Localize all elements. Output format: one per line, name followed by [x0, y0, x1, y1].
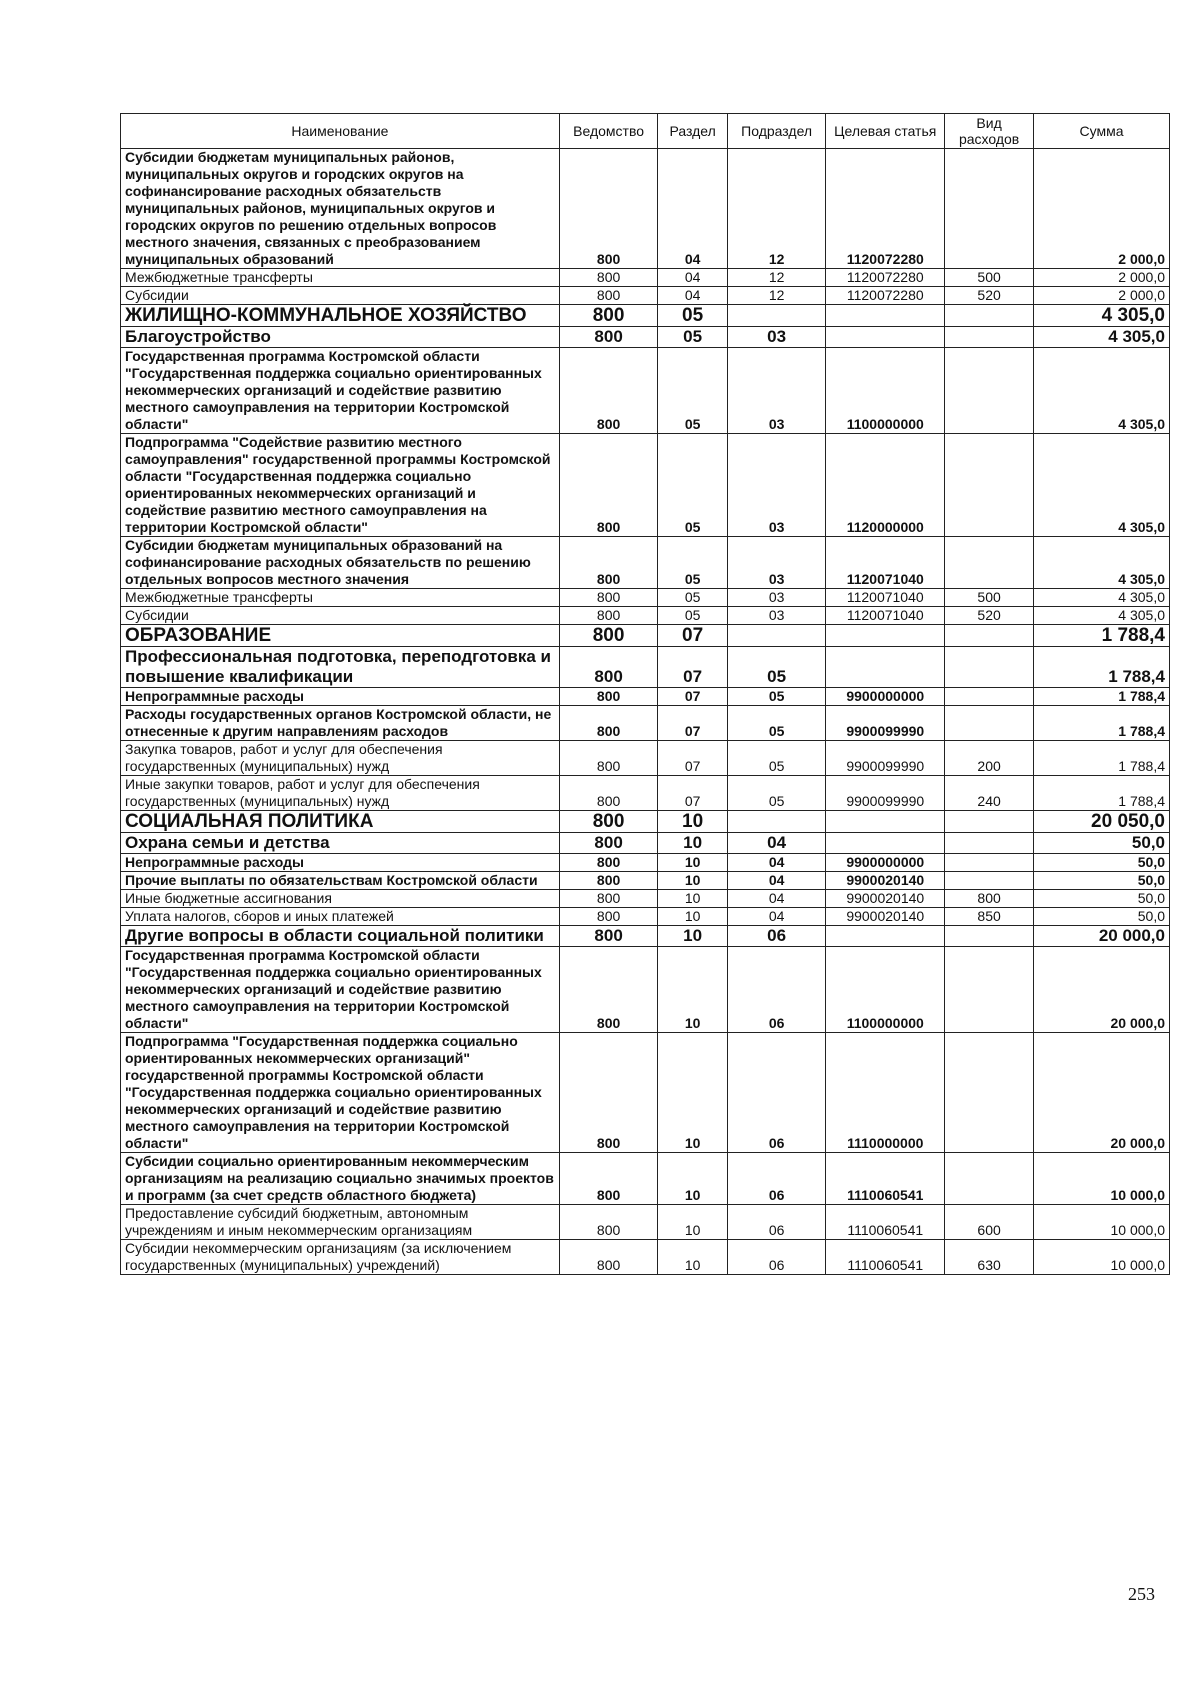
header-row	[121, 114, 1170, 149]
table-row	[121, 890, 1170, 908]
cell-dept: 800	[559, 607, 657, 625]
table-row	[121, 1033, 1170, 1153]
table-row	[121, 348, 1170, 434]
table-row	[121, 589, 1170, 607]
cell-subsection: 03	[727, 589, 825, 607]
cell-name: Закупка товаров, работ и услуг для обеспечения государственных (муниципальных) нужд	[121, 741, 560, 776]
cell-subsection: 03	[727, 434, 825, 537]
cell-section: 10	[658, 811, 728, 833]
cell-sum: 4 305,0	[1034, 305, 1170, 327]
page-number: 253	[1128, 1584, 1155, 1604]
cell-target: 1120000000	[826, 434, 945, 537]
cell-name: Предоставление субсидий бюджетным, автономным учреждениям и иным некоммерческим организациям	[121, 1205, 560, 1240]
cell-dept: 800	[559, 1153, 657, 1205]
cell-section: 04	[658, 287, 728, 305]
cell-type	[945, 348, 1034, 434]
table-row	[121, 1205, 1170, 1240]
cell-subsection: 03	[727, 348, 825, 434]
table-row	[121, 811, 1170, 833]
cell-section: 10	[658, 1033, 728, 1153]
cell-target: 9900099990	[826, 706, 945, 741]
cell-subsection	[727, 625, 825, 647]
cell-sum: 4 305,0	[1034, 348, 1170, 434]
cell-dept: 800	[559, 926, 657, 947]
cell-sum: 50,0	[1034, 833, 1170, 854]
cell-section: 04	[658, 149, 728, 269]
cell-dept: 800	[559, 776, 657, 811]
cell-type: 200	[945, 741, 1034, 776]
cell-sum: 50,0	[1034, 908, 1170, 926]
cell-subsection: 05	[727, 776, 825, 811]
cell-sum: 10 000,0	[1034, 1240, 1170, 1275]
cell-name: Уплата налогов, сборов и иных платежей	[121, 908, 560, 926]
cell-sum: 2 000,0	[1034, 149, 1170, 269]
cell-sum: 4 305,0	[1034, 327, 1170, 348]
cell-type: 800	[945, 890, 1034, 908]
table-row	[121, 434, 1170, 537]
cell-subsection: 03	[727, 537, 825, 589]
cell-type	[945, 647, 1034, 688]
cell-section: 07	[658, 776, 728, 811]
cell-target	[826, 625, 945, 647]
cell-subsection: 12	[727, 269, 825, 287]
cell-target: 1120071040	[826, 589, 945, 607]
cell-type	[945, 706, 1034, 741]
cell-section: 10	[658, 872, 728, 890]
cell-sum: 1 788,4	[1034, 706, 1170, 741]
cell-type	[945, 434, 1034, 537]
cell-target: 1120072280	[826, 149, 945, 269]
cell-dept: 800	[559, 647, 657, 688]
cell-subsection: 03	[727, 327, 825, 348]
cell-name: Иные закупки товаров, работ и услуг для обеспечения государственных (муниципальных) нужд	[121, 776, 560, 811]
cell-subsection: 04	[727, 833, 825, 854]
cell-dept: 800	[559, 1205, 657, 1240]
cell-sum: 20 000,0	[1034, 947, 1170, 1033]
cell-target: 9900099990	[826, 741, 945, 776]
cell-type: 500	[945, 589, 1034, 607]
cell-subsection: 06	[727, 1240, 825, 1275]
table-row	[121, 647, 1170, 688]
cell-subsection: 06	[727, 1205, 825, 1240]
cell-dept: 800	[559, 305, 657, 327]
cell-subsection: 05	[727, 647, 825, 688]
cell-section: 10	[658, 890, 728, 908]
cell-name: СОЦИАЛЬНАЯ ПОЛИТИКА	[121, 811, 560, 833]
table-row	[121, 854, 1170, 872]
cell-sum: 1 788,4	[1034, 688, 1170, 706]
cell-section: 05	[658, 607, 728, 625]
table-row	[121, 872, 1170, 890]
cell-section: 10	[658, 833, 728, 854]
cell-type	[945, 1153, 1034, 1205]
cell-subsection: 12	[727, 149, 825, 269]
cell-section: 05	[658, 327, 728, 348]
cell-dept: 800	[559, 1240, 657, 1275]
cell-sum: 4 305,0	[1034, 589, 1170, 607]
table-row	[121, 269, 1170, 287]
cell-section: 10	[658, 1153, 728, 1205]
cell-section: 10	[658, 908, 728, 926]
cell-dept: 800	[559, 327, 657, 348]
cell-type: 520	[945, 607, 1034, 625]
cell-dept: 800	[559, 706, 657, 741]
cell-name: Субсидии	[121, 287, 560, 305]
cell-subsection: 04	[727, 908, 825, 926]
cell-name: Субсидии	[121, 607, 560, 625]
cell-name: Межбюджетные трансферты	[121, 589, 560, 607]
cell-dept: 800	[559, 537, 657, 589]
header-sum: Сумма	[1034, 114, 1170, 149]
cell-name: Подпрограмма "Содействие развитию местного самоуправления" государственной программы Костромской области "Государственная поддержка социально ориентированных некоммерческих организаций и содействие развитию местного самоуправления на территории Костромской области"	[121, 434, 560, 537]
table-row	[121, 149, 1170, 269]
cell-dept: 800	[559, 348, 657, 434]
cell-target	[826, 327, 945, 348]
cell-target: 1110060541	[826, 1205, 945, 1240]
cell-type	[945, 327, 1034, 348]
cell-sum: 20 000,0	[1034, 1033, 1170, 1153]
cell-section: 10	[658, 854, 728, 872]
header-type: Вид расходов	[945, 114, 1034, 149]
cell-subsection: 05	[727, 741, 825, 776]
cell-type	[945, 947, 1034, 1033]
cell-dept: 800	[559, 833, 657, 854]
table-row	[121, 688, 1170, 706]
cell-dept: 800	[559, 741, 657, 776]
cell-subsection: 04	[727, 854, 825, 872]
cell-type	[945, 625, 1034, 647]
cell-target	[826, 647, 945, 688]
table-row	[121, 625, 1170, 647]
table-body	[121, 149, 1170, 1275]
cell-section: 07	[658, 706, 728, 741]
cell-name: Иные бюджетные ассигнования	[121, 890, 560, 908]
header-section: Раздел	[658, 114, 728, 149]
table-row	[121, 537, 1170, 589]
cell-target	[826, 833, 945, 854]
cell-sum: 1 788,4	[1034, 741, 1170, 776]
cell-dept: 800	[559, 811, 657, 833]
cell-section: 04	[658, 269, 728, 287]
cell-name: Субсидии бюджетам муниципальных образований на софинансирование расходных обязательств по решению отдельных вопросов местного значения	[121, 537, 560, 589]
header-target: Целевая статья	[826, 114, 945, 149]
cell-name: Профессиональная подготовка, переподготовка и повышение квалификации	[121, 647, 560, 688]
cell-section: 05	[658, 305, 728, 327]
cell-section: 07	[658, 688, 728, 706]
cell-subsection	[727, 305, 825, 327]
cell-subsection: 06	[727, 1153, 825, 1205]
cell-dept: 800	[559, 908, 657, 926]
cell-dept: 800	[559, 625, 657, 647]
cell-target: 1120071040	[826, 537, 945, 589]
cell-sum: 20 050,0	[1034, 811, 1170, 833]
table-row	[121, 926, 1170, 947]
table-row	[121, 327, 1170, 348]
cell-section: 05	[658, 434, 728, 537]
cell-type	[945, 305, 1034, 327]
cell-type	[945, 833, 1034, 854]
cell-sum: 4 305,0	[1034, 434, 1170, 537]
table-row	[121, 706, 1170, 741]
table-row	[121, 607, 1170, 625]
cell-target: 1100000000	[826, 348, 945, 434]
budget-table	[120, 113, 1170, 1275]
cell-target: 9900099990	[826, 776, 945, 811]
cell-sum: 2 000,0	[1034, 287, 1170, 305]
cell-name: Государственная программа Костромской области "Государственная поддержка социально ориентированных некоммерческих организаций и содействие развитию местного самоуправления на территории Костромской области"	[121, 348, 560, 434]
cell-sum: 10 000,0	[1034, 1205, 1170, 1240]
cell-subsection: 03	[727, 607, 825, 625]
cell-section: 07	[658, 647, 728, 688]
cell-sum: 10 000,0	[1034, 1153, 1170, 1205]
cell-section: 10	[658, 947, 728, 1033]
cell-subsection: 04	[727, 890, 825, 908]
cell-target: 1120072280	[826, 269, 945, 287]
cell-dept: 800	[559, 149, 657, 269]
cell-dept: 800	[559, 890, 657, 908]
cell-dept: 800	[559, 287, 657, 305]
cell-dept: 800	[559, 947, 657, 1033]
cell-sum: 1 788,4	[1034, 776, 1170, 811]
cell-name: Подпрограмма "Государственная поддержка социально ориентированных некоммерческих организаций" государственной программы Костромской области "Государственная поддержка социально ориентированных некоммерческих организаций и содействие развитию местного самоуправления на территории Костромской области"	[121, 1033, 560, 1153]
cell-target: 9900020140	[826, 908, 945, 926]
cell-type	[945, 149, 1034, 269]
header-dept: Ведомство	[559, 114, 657, 149]
cell-subsection: 06	[727, 947, 825, 1033]
table-row	[121, 1153, 1170, 1205]
cell-target: 1100000000	[826, 947, 945, 1033]
cell-target: 9900000000	[826, 854, 945, 872]
cell-type	[945, 854, 1034, 872]
cell-target	[826, 305, 945, 327]
cell-subsection: 05	[727, 706, 825, 741]
cell-type	[945, 926, 1034, 947]
table-row	[121, 287, 1170, 305]
cell-type: 500	[945, 269, 1034, 287]
cell-target: 9900000000	[826, 688, 945, 706]
cell-type: 520	[945, 287, 1034, 305]
cell-section: 05	[658, 537, 728, 589]
cell-section: 10	[658, 1240, 728, 1275]
cell-name: Охрана семьи и детства	[121, 833, 560, 854]
cell-subsection: 05	[727, 688, 825, 706]
cell-target	[826, 926, 945, 947]
header-name: Наименование	[121, 114, 560, 149]
cell-type: 630	[945, 1240, 1034, 1275]
cell-dept: 800	[559, 688, 657, 706]
table-row	[121, 741, 1170, 776]
cell-name: Благоустройство	[121, 327, 560, 348]
cell-section: 07	[658, 741, 728, 776]
header-subsection: Подраздел	[727, 114, 825, 149]
cell-target: 9900020140	[826, 890, 945, 908]
cell-name: Субсидии бюджетам муниципальных районов, муниципальных округов и городских округов на софинансирование расходных обязательств муниципальных районов, муниципальных округов и городских округов по решению отдельных вопросов местного значения, связанных с преобразованием муниципальных образований	[121, 149, 560, 269]
cell-name: Непрограммные расходы	[121, 854, 560, 872]
cell-subsection	[727, 811, 825, 833]
table-row	[121, 908, 1170, 926]
cell-subsection: 06	[727, 926, 825, 947]
cell-target: 1120071040	[826, 607, 945, 625]
cell-section: 10	[658, 1205, 728, 1240]
cell-dept: 800	[559, 1033, 657, 1153]
cell-target	[826, 811, 945, 833]
cell-name: Прочие выплаты по обязательствам Костромской области	[121, 872, 560, 890]
cell-type	[945, 872, 1034, 890]
cell-sum: 2 000,0	[1034, 269, 1170, 287]
cell-type: 240	[945, 776, 1034, 811]
cell-sum: 4 305,0	[1034, 607, 1170, 625]
cell-name: Непрограммные расходы	[121, 688, 560, 706]
cell-type: 850	[945, 908, 1034, 926]
cell-subsection: 04	[727, 872, 825, 890]
cell-section: 07	[658, 625, 728, 647]
cell-name: Межбюджетные трансферты	[121, 269, 560, 287]
cell-type	[945, 537, 1034, 589]
cell-dept: 800	[559, 434, 657, 537]
cell-target: 9900020140	[826, 872, 945, 890]
cell-target: 1110060541	[826, 1240, 945, 1275]
cell-sum: 1 788,4	[1034, 647, 1170, 688]
cell-target: 1120072280	[826, 287, 945, 305]
cell-section: 10	[658, 926, 728, 947]
cell-sum: 20 000,0	[1034, 926, 1170, 947]
table-row	[121, 305, 1170, 327]
cell-target: 1110000000	[826, 1033, 945, 1153]
cell-type: 600	[945, 1205, 1034, 1240]
cell-type	[945, 688, 1034, 706]
cell-type	[945, 1033, 1034, 1153]
table-row	[121, 776, 1170, 811]
cell-name: Субсидии некоммерческим организациям (за исключением государственных (муниципальных) учреждений)	[121, 1240, 560, 1275]
cell-name: Субсидии социально ориентированным некоммерческим организациям на реализацию социально значимых проектов и программ (за счет средств областного бюджета)	[121, 1153, 560, 1205]
cell-subsection: 06	[727, 1033, 825, 1153]
table-header	[121, 114, 1170, 149]
cell-sum: 4 305,0	[1034, 537, 1170, 589]
cell-name: Государственная программа Костромской области "Государственная поддержка социально ориентированных некоммерческих организаций и содействие развитию местного самоуправления на территории Костромской области"	[121, 947, 560, 1033]
cell-sum: 50,0	[1034, 890, 1170, 908]
cell-section: 05	[658, 589, 728, 607]
cell-name: ОБРАЗОВАНИЕ	[121, 625, 560, 647]
cell-sum: 50,0	[1034, 872, 1170, 890]
cell-name: ЖИЛИЩНО-КОММУНАЛЬНОЕ ХОЗЯЙСТВО	[121, 305, 560, 327]
cell-sum: 1 788,4	[1034, 625, 1170, 647]
cell-target: 1110060541	[826, 1153, 945, 1205]
table-row	[121, 833, 1170, 854]
cell-name: Расходы государственных органов Костромской области, не отнесенные к другим направлениям расходов	[121, 706, 560, 741]
table-row	[121, 1240, 1170, 1275]
table-row	[121, 947, 1170, 1033]
cell-dept: 800	[559, 589, 657, 607]
cell-dept: 800	[559, 854, 657, 872]
cell-sum: 50,0	[1034, 854, 1170, 872]
cell-dept: 800	[559, 269, 657, 287]
cell-section: 05	[658, 348, 728, 434]
cell-type	[945, 811, 1034, 833]
cell-name: Другие вопросы в области социальной политики	[121, 926, 560, 947]
cell-subsection: 12	[727, 287, 825, 305]
cell-dept: 800	[559, 872, 657, 890]
